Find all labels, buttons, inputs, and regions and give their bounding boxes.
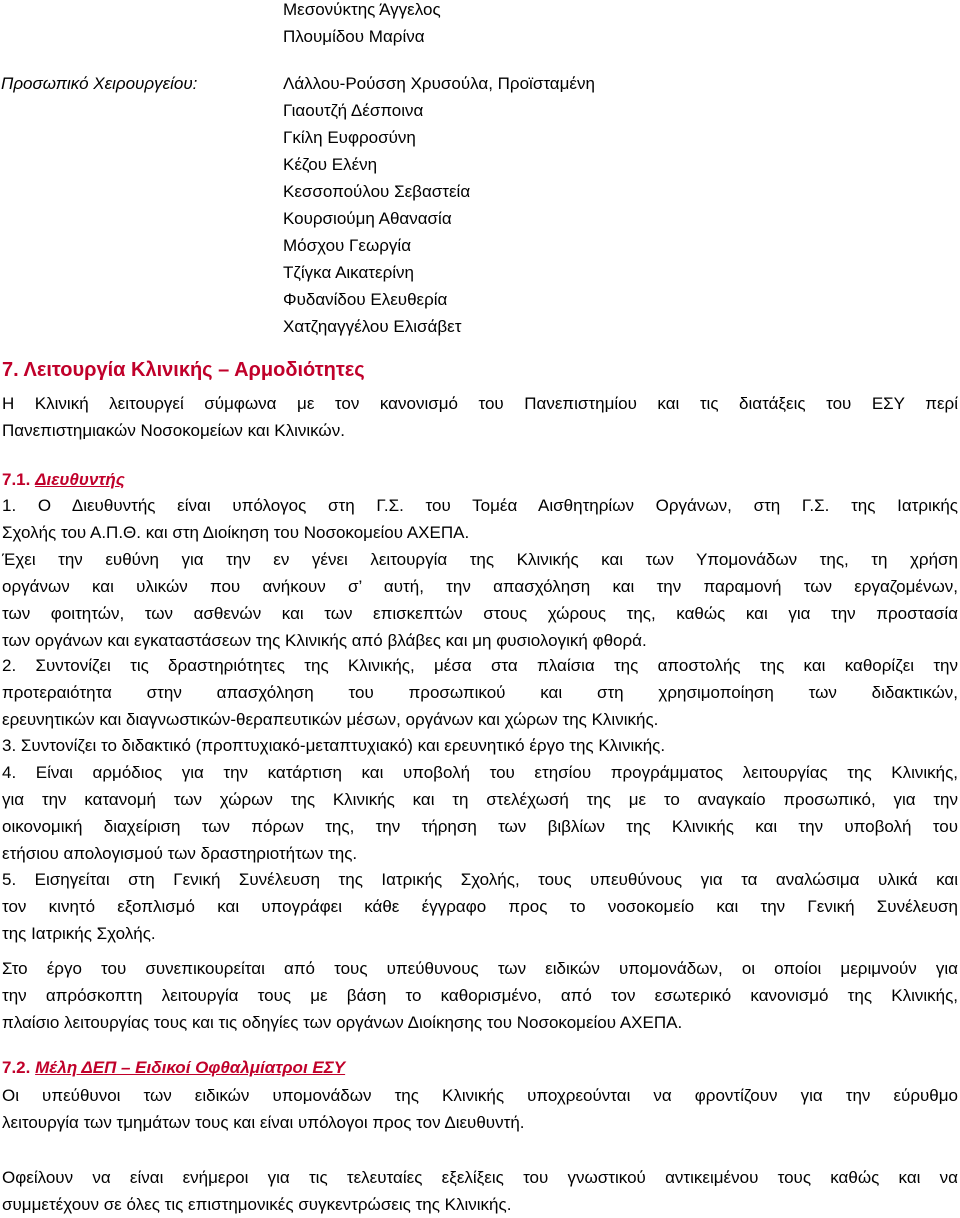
text-line: πλαίσιο λειτουργίας τους και τις οδηγίες των οργάνων Διοίκησης του Νοσοκομείου ΑΧΕΠΑ. bbox=[2, 1013, 683, 1032]
staff-name: Γκίλη Ευφροσύνη bbox=[283, 128, 416, 147]
text-line: Έχει την ευθύνη για την εν γένει λειτουργία της Κλινικής και των Υπομονάδων της, τη χρήση bbox=[2, 550, 958, 569]
staff-name: Μόσχου Γεωργία bbox=[283, 236, 412, 255]
director-item-4 bbox=[2, 759, 958, 867]
staff-name: Χατζηαγγέλου Ελισάβετ bbox=[283, 317, 462, 336]
text-line: των οργάνων και εγκαταστάσεων της Κλινικής από βλάβες και μη φυσιολογική φθορά. bbox=[2, 631, 647, 650]
text-line: προτεραιότητα στην απασχόληση του προσωπικού και στη χρησιμοποίηση των διδακτικών, bbox=[2, 683, 958, 702]
section-title: Διευθυντής bbox=[35, 470, 125, 489]
text-line: Στο έργο του συνεπικουρείται από τους υπεύθυνους των ειδικών υπομονάδων, οι οποίοι μεριμνούν για bbox=[2, 959, 958, 978]
section-7-intro bbox=[2, 390, 958, 444]
section-7-2-para-2 bbox=[2, 1164, 958, 1218]
text-line: Πανεπιστημιακών Νοσοκομείων και Κλινικών. bbox=[2, 421, 345, 440]
staff-name: Κουρσιούμη Αθανασία bbox=[283, 209, 452, 228]
section-title: Μέλη ΔΕΠ – Ειδικοί Οφθαλμίατροι ΕΣΥ bbox=[35, 1058, 346, 1077]
staff-name: Γιαουτζή Δέσποινα bbox=[283, 101, 424, 120]
nursing-staff-list bbox=[283, 70, 595, 340]
text-line: Οι υπεύθυνοι των ειδικών υπομονάδων της Κλινικής υποχρεούνται να φροντίζουν για την εύρυθμο bbox=[2, 1086, 958, 1105]
text-line: συμμετέχουν σε όλες τις επιστημονικές συγκεντρώσεις της Κλινικής. bbox=[2, 1195, 512, 1214]
text-line: 5. Εισηγείται στη Γενική Συνέλευση της Ιατρικής Σχολής, τους υπευθύνους για τα αναλώσιμα υλικά και bbox=[2, 870, 958, 889]
text-line: Η Κλινική λειτουργεί σύμφωνα με τον κανονισμό του Πανεπιστημίου και τις διατάξεις του ΕΣΥ περί bbox=[2, 394, 958, 413]
director-item-3 bbox=[2, 732, 958, 759]
name-line: Πλουμίδου Μαρίνα bbox=[283, 27, 425, 46]
text-line: 1. Ο Διευθυντής είναι υπόλογος στη Γ.Σ. του Τομέα Αισθητηρίων Οργάνων, στη Γ.Σ. της Ιατρικής bbox=[2, 496, 958, 515]
text-line: 3. Συντονίζει το διδακτικό (προπτυχιακό-μεταπτυχιακό) και ερευνητικό έργο της Κλινικής. bbox=[2, 736, 666, 755]
director-closing bbox=[2, 955, 958, 1036]
text-line: ετήσιου απολογισμού των δραστηριοτήτων της. bbox=[2, 844, 358, 863]
text-line: οργάνων και υλικών που ανήκουν σ’ αυτή, την απασχόληση και την παραμονή των εργαζομένων, bbox=[2, 577, 958, 596]
section-7-heading: 7. Λειτουργία Κλινικής – Αρμοδιότητες bbox=[2, 359, 365, 381]
director-item-5 bbox=[2, 866, 958, 947]
staff-name: Τζίγκα Αικατερίνη bbox=[283, 263, 414, 282]
text-line: ερευνητικών και διαγνωστικών-θεραπευτικών μέσων, οργάνων και χώρων της Κλινικής. bbox=[2, 710, 659, 729]
text-line: για την κατανομή των χώρων της Κλινικής και τη στελέχωσή της με το αναγκαίο προσωπικό, για την bbox=[2, 790, 958, 809]
staff-name: Κεσσοπούλου Σεβαστεία bbox=[283, 182, 471, 201]
section-7-2-para-1 bbox=[2, 1082, 958, 1136]
text-line: οικονομική διαχείριση των πόρων της, την τήρηση των βιβλίων της Κλινικής και την υποβολή του bbox=[2, 817, 958, 836]
section-7-1-heading bbox=[2, 466, 125, 493]
staff-name: Λάλλου-Ρούσση Χρυσούλα, Προϊσταμένη bbox=[283, 74, 595, 93]
name-line: Μεσονύκτης Άγγελος bbox=[283, 0, 441, 19]
director-item-2 bbox=[2, 652, 958, 733]
text-line: τον κινητό εξοπλισμό και υπογράφει κάθε έγγραφο προς το νοσοκομείο και την Γενική Συνέλευση bbox=[2, 897, 958, 916]
text-line: Οφείλουν να είναι ενήμεροι για τις τελευταίες εξελίξεις του γνωστικού αντικειμένου τους καθώς και να bbox=[2, 1168, 958, 1187]
director-item-1 bbox=[2, 492, 958, 654]
staff-name: Φυδανίδου Ελευθερία bbox=[283, 290, 448, 309]
text-line: 4. Είναι αρμόδιος για την κατάρτιση και υποβολή του ετησίου προγράμματος λειτουργίας της Κλινικής, bbox=[2, 763, 958, 782]
text-line: 2. Συντονίζει τις δραστηριότητες της Κλινικής, μέσα στα πλαίσια της αποστολής της και καθορίζει την bbox=[2, 656, 958, 675]
text-line: Σχολής του Α.Π.Θ. και στη Διοίκηση του Νοσοκομείου ΑΧΕΠΑ. bbox=[2, 523, 470, 542]
nursing-staff-label: Προσωπικό Χειρουργείου: bbox=[1, 74, 198, 93]
section-7-2-heading bbox=[2, 1054, 345, 1081]
top-names bbox=[283, 0, 441, 50]
staff-name: Κέζου Ελένη bbox=[283, 155, 378, 174]
section-number: 7.1. bbox=[2, 470, 31, 489]
text-line: λειτουργία των τμημάτων τους και είναι υπόλογοι προς τον Διευθυντή. bbox=[2, 1113, 525, 1132]
text-line: της Ιατρικής Σχολής. bbox=[2, 924, 156, 943]
section-number: 7.2. bbox=[2, 1058, 31, 1077]
text-line: την απρόσκοπτη λειτουργία τους με βάση το καθορισμένο, από τον εσωτερικό κανονισμό της Κλινικής, bbox=[2, 986, 958, 1005]
text-line: των φοιτητών, των ασθενών και των επισκεπτών στους χώρους της, καθώς και για την προστασία bbox=[2, 604, 958, 623]
